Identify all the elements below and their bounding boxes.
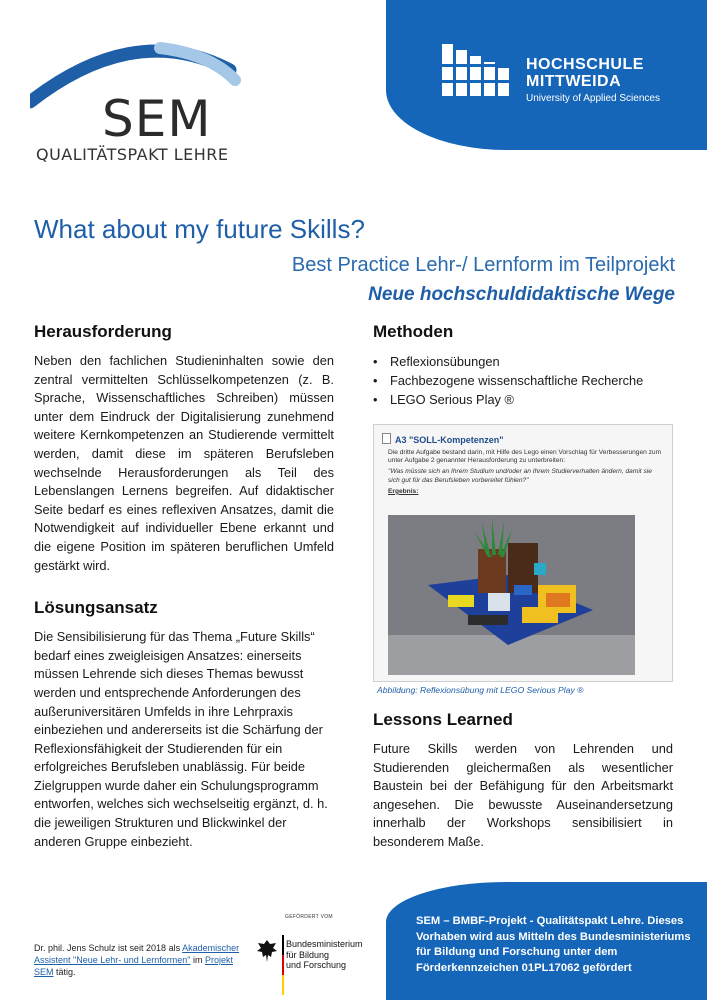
- bmbf-logo: [256, 935, 386, 995]
- university-name-line2: MITTWEIDA: [526, 73, 622, 90]
- federal-eagle-icon: [256, 939, 278, 963]
- project-title: Neue hochschuldidaktische Wege: [368, 284, 675, 305]
- methods-list: [373, 352, 673, 409]
- solution-text: Die Sensibilisierung für das Thema „Future Skills“ bedarf eines zweigleisigen Ansatzes: einerseits müssen Lehrende sich dieses Themas bewusst werden und entsprechende Anforderungen des außeruniversitären Umfelds in ihre Lehrpraxis einbeziehen und andererseits ist die Schärfung der Reflexionsfähigkeit der Studierenden für ein erfolgreiches Berufsleben unablässig. Für beide Zielgruppen wurde daher ein Schulungsprogramm entworfen, welches sich wechselseitig ergänzt, d. h. die jeweiligen Strukturen und Blickwinkel der anderen Gruppe einbezieht.: [34, 629, 328, 849]
- list-item: • Fachbezogene wissenschaftliche Recherche: [373, 371, 673, 390]
- author-mid: im: [190, 955, 205, 965]
- methods-heading: Methoden: [373, 322, 454, 341]
- figure-image: [373, 424, 673, 682]
- german-flag-bar: [282, 935, 284, 995]
- university-name: [526, 56, 644, 90]
- sem-logo-text: SEM: [102, 90, 212, 148]
- funding-info-box: [386, 882, 707, 1000]
- figure-caption: Abbildung: Reflexionsübung mit LEGO Serious Play ®: [377, 685, 584, 695]
- university-header-box: [386, 0, 707, 150]
- right-column: [373, 322, 673, 409]
- university-logo-icon: [442, 42, 514, 98]
- figure-text-2: "Was müsste sich an Ihrem Studium und/oder an Ihrem Studierverhalten ändern, damit sie sich gut für das Berufsleben vorbereitet fühlen?": [388, 468, 652, 484]
- figure-title: A3 "SOLL-Kompetenzen": [382, 433, 504, 445]
- lego-photo: [388, 515, 635, 675]
- sem-logo-subtitle: QUALITÄTSPAKT LEHRE: [36, 145, 229, 164]
- lego-model-icon: [388, 515, 635, 675]
- left-column: [34, 322, 334, 851]
- author-suffix: tätig.: [53, 967, 76, 977]
- funding-info-text: SEM – BMBF-Projekt - Qualitätspakt Lehre. Dieses Vorhaben wird aus Mitteln des Bundesministeriums für Bildung und Forschung unter dem Förderkennzeichen 01PL17062 gefördert: [416, 915, 691, 974]
- challenge-heading: Herausforderung: [34, 322, 172, 341]
- ministry-line1: Bundesministerium: [286, 939, 363, 949]
- author-prefix: Dr. phil. Jens Schulz ist seit 2018 als: [34, 943, 183, 953]
- author-role-link[interactable]: Akademischer Assistent "Neue Lehr- und Lernformen": [34, 943, 240, 965]
- ministry-name: [286, 939, 363, 971]
- author-note: [34, 942, 254, 978]
- list-item: • LEGO Serious Play ®: [373, 390, 673, 409]
- list-item: • Reflexionsübungen: [373, 352, 673, 371]
- figure-text: [388, 449, 663, 499]
- project-sem-link[interactable]: Projekt SEM: [34, 955, 233, 977]
- challenge-text: Neben den fachlichen Studieninhalten sowie den zentral vermittelten Schlüsselkompetenzen (z. B. Sprache, Wissenschaftliches Schreiben) müssen unter dem Eindruck der Digitalisierung zunehmend weitere Kernkompetenzen an Studierende vermittelt werden, damit diese im späteren Berufsleben wechselnde Herausforderungen als Teil des Lebenslangen Lernens begreifen. Auf didaktischer Seite bedarf es eines reflexiven Ansatzes, damit die Notwendigkeit auf individueller Ebene erkannt und die eigene Position im späteren beruflichen Umfeld gestärkt wird.: [34, 353, 334, 573]
- funded-label: GEFÖRDERT VOM: [285, 914, 333, 920]
- figure-text-1: Die dritte Aufgabe bestand darin, mit Hilfe des Lego einen Vorschlag für Verbesserungen zum unter Aufgabe 2 genannter Herausforderung zu unterbreiten:: [388, 449, 662, 465]
- ministry-line3: und Forschung: [286, 960, 347, 970]
- lessons-heading: Lessons Learned: [373, 710, 513, 729]
- ministry-line2: für Bildung: [286, 949, 330, 960]
- sem-logo: [30, 40, 260, 170]
- university-subtitle: University of Applied Sciences: [526, 93, 660, 104]
- lessons-section: [373, 710, 673, 852]
- university-name-line1: HOCHSCHULE: [526, 56, 644, 73]
- lessons-text: Future Skills werden von Lehrenden und Studierenden gleichermaßen als wesentlicher Baustein bei der Befähigung für den Arbeitsmarkt angesehen. Die bewusste Auseinandersetzung innerhalb der Workshops sensibilisiert in besonderem Maße.: [373, 741, 673, 849]
- page-title: What about my future Skills?: [34, 214, 365, 244]
- figure-result-label: Ergebnis:: [388, 487, 419, 495]
- page-subtitle: Best Practice Lehr-/ Lernform im Teilprojekt: [291, 254, 675, 276]
- solution-heading: Lösungsansatz: [34, 598, 158, 618]
